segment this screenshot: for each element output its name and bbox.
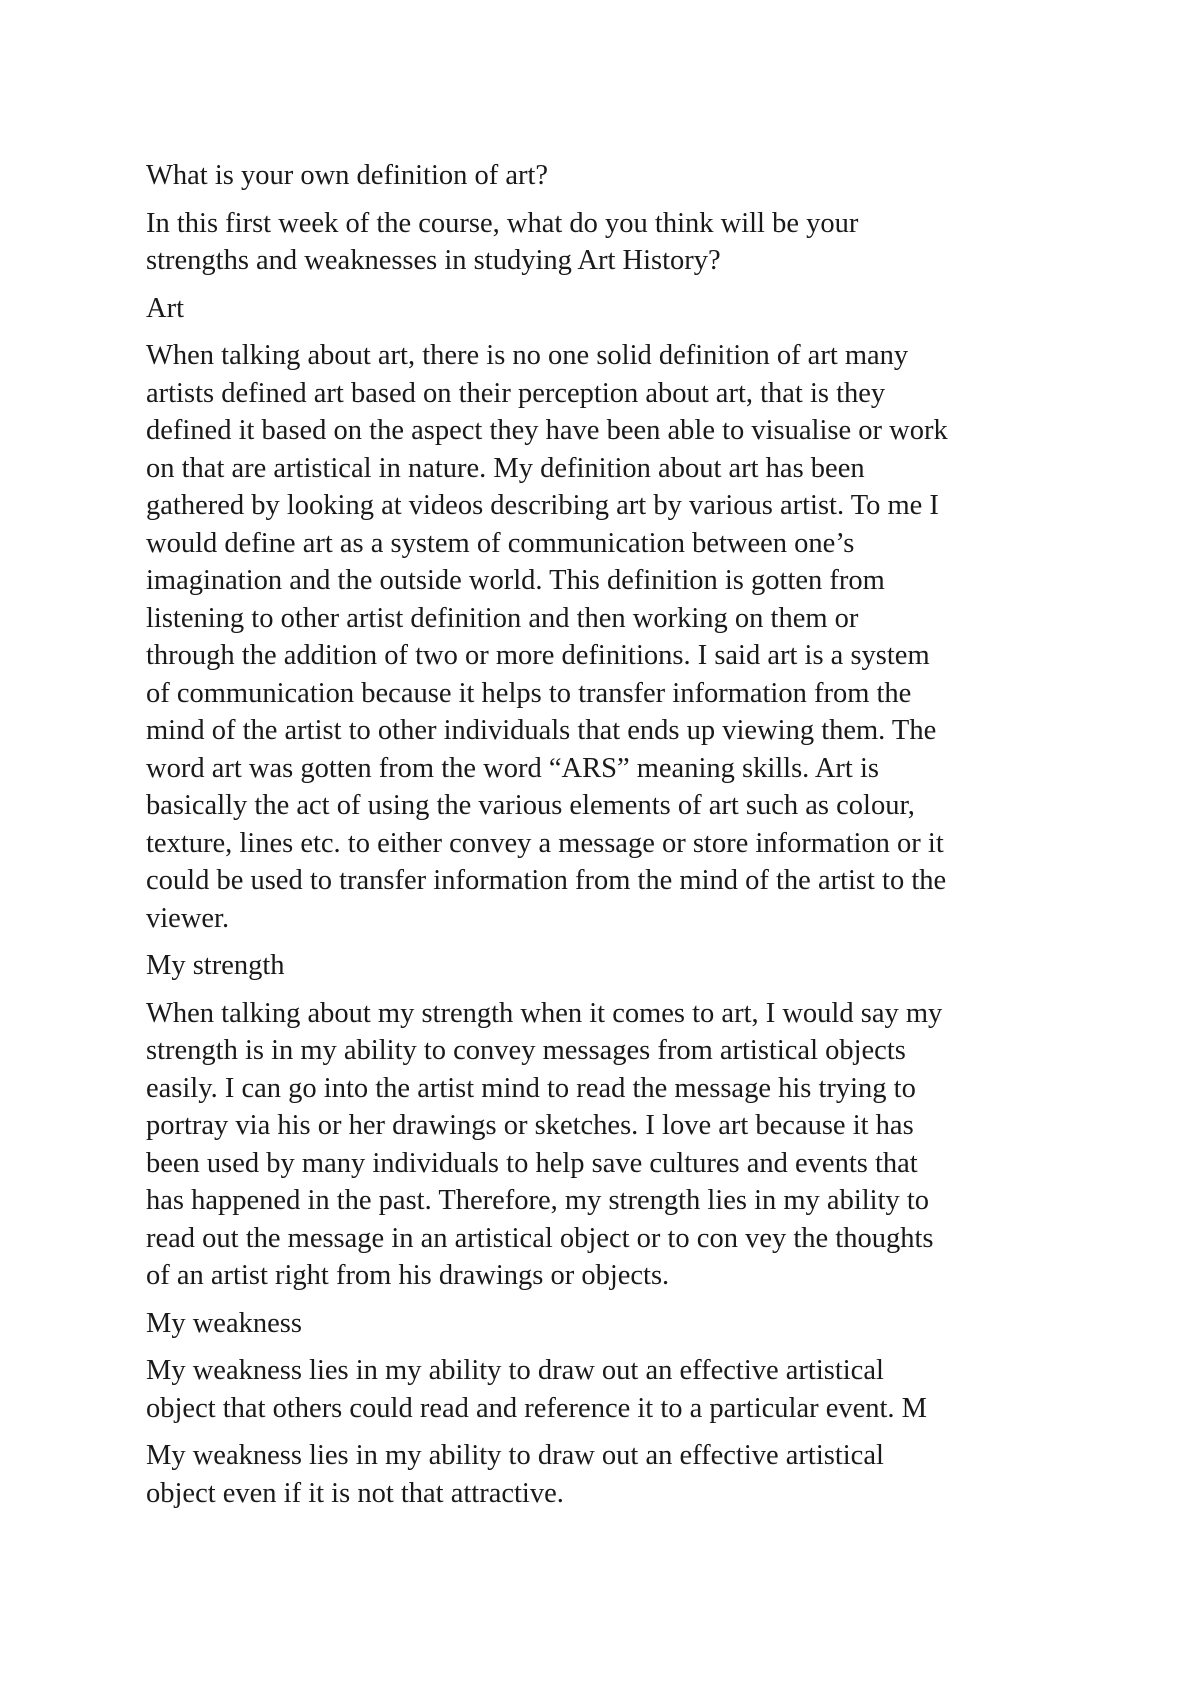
paragraph-art: When talking about art, there is no one solid definition of art many artists defined art based on their perception about art, that is they defined it based on the aspect they have been able to visualise or work on that are artistical in nature. My definition about art has been gathered by looking at videos describing art by various artist. To me I would define art as a system of communication between one’s imagination and the outside world. This definition is gotten from listening to other artist definition and then working on them or through the addition of two or more definitions. I said art is a system of communication because it helps to transfer information from the mind of the artist to other individuals that ends up viewing them. The word art was gotten from the word “ARS” meaning skills. Art is basically the act of using the various elements of art such as colour, texture, lines etc. to either convey a message or store information or it could be used to transfer information from the mind of the artist to the viewer. [146,340,948,934]
document-body [146,157,1076,1522]
paragraph-strength: When talking about my strength when it comes to art, I would say my strength is in my ability to convey messages from artistical objects easily. I can go into the artist mind to read the message his trying to portray via his or her drawings or sketches. I love art because it has been used by many individuals to help save cultures and events that has happened in the past. Therefore, my strength lies in my ability to read out the message in an artistical object or to con vey the thoughts of an artist right from his drawings or objects. [146,997,943,1291]
paragraph-weakness-1: My weakness lies in my ability to draw out an effective artistical object that others could read and reference it to a particular event. M [146,1355,928,1424]
heading-weakness: My weakness [146,1307,302,1339]
heading-strength: My strength [146,950,285,981]
question-strengths-weaknesses: In this first week of the course, what do you think will be your strengths and weaknesses in studying Art History? [146,207,859,276]
question-definition: What is your own definition of art? [146,160,549,191]
paragraph-weakness-2: My weakness lies in my ability to draw out an effective artistical object even if it is not that attractive. [146,1440,884,1509]
heading-art: Art [146,292,184,324]
